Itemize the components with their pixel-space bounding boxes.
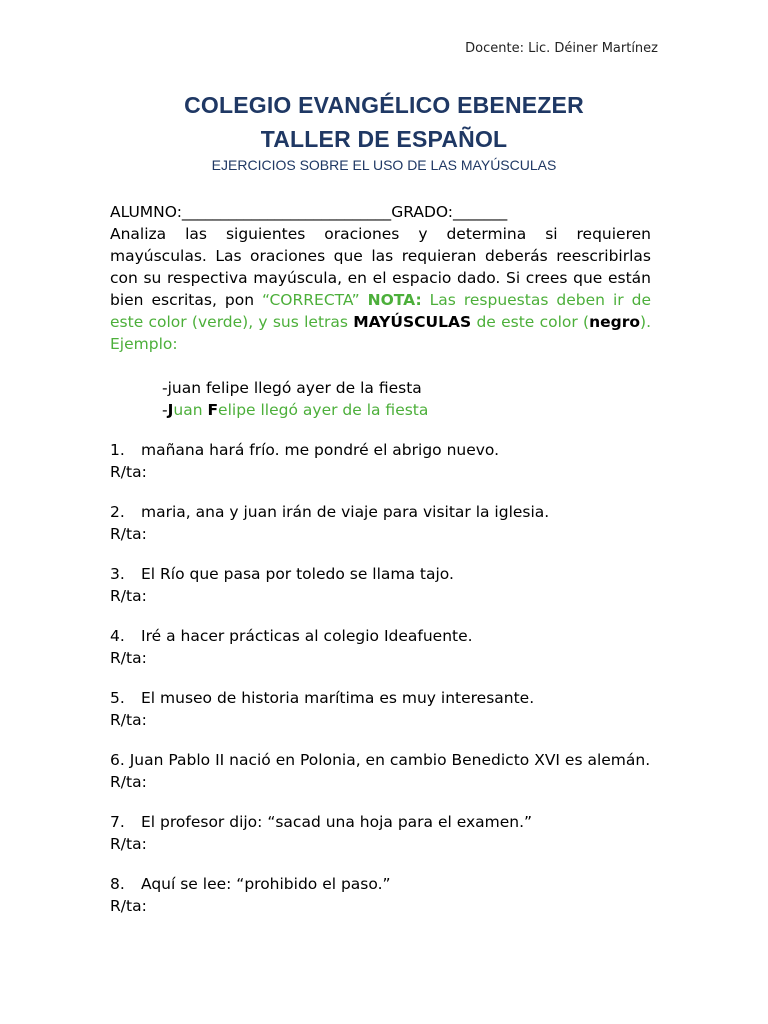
document-body [110, 201, 651, 917]
question-sentence: Juan Pablo II nació en Polonia, en cambio Benedicto XVI es alemán. [129, 751, 651, 769]
note-text: Las respuestas deben ir de este color (verde), y sus letras [110, 291, 651, 331]
note-text-3: ). Ejemplo: [110, 313, 651, 353]
question-6 [110, 749, 651, 793]
answer-label: R/ta: [110, 897, 147, 915]
question-text [110, 687, 651, 709]
grade-field: GRADO:_______ [391, 203, 508, 221]
instructions-text: Analiza las siguientes oraciones y determina si requieren mayúsculas. Las oraciones que las requieran deberás reescribirlas con su respectiva mayúscula, en el espacio dado. Si crees que están bien escritas, pon [110, 225, 651, 309]
question-8 [110, 873, 651, 917]
question-sentence: Aquí se lee: “prohibido el paso.” [141, 875, 391, 893]
question-1 [110, 439, 651, 483]
question-number: 8. [110, 875, 125, 893]
question-text [110, 501, 651, 523]
question-number: 1. [110, 441, 125, 459]
spacer [110, 355, 651, 377]
question-5 [110, 687, 651, 731]
note-label: NOTA: [367, 291, 422, 309]
question-sentence: Iré a hacer prácticas al colegio Ideafuente. [141, 627, 473, 645]
school-title: COLEGIO EVANGÉLICO EBENEZER [184, 92, 584, 118]
example-capital-j: J [167, 401, 174, 419]
uppercase-keyword: MAYÚSCULAS [353, 313, 472, 331]
black-keyword: negro [589, 313, 641, 331]
question-text [110, 563, 651, 585]
answer-label: R/ta: [110, 773, 147, 791]
question-4 [110, 625, 651, 669]
question-text [110, 625, 651, 647]
question-number: 4. [110, 627, 125, 645]
question-3 [110, 563, 651, 607]
student-field: ALUMNO:___________________________ [110, 203, 392, 221]
teacher-name: Docente: Lic. Déiner Martínez [465, 41, 658, 56]
example-rest: elipe llegó ayer de la fiesta [218, 401, 429, 419]
question-number: 6. [110, 751, 125, 769]
question-number: 5. [110, 689, 125, 707]
instructions-paragraph [110, 223, 651, 355]
question-text [110, 873, 651, 895]
example-capital-f: F [207, 401, 219, 419]
exercise-subtitle: EJERCICIOS SOBRE EL USO DE LAS MAYÚSCULAS [211, 157, 557, 173]
answer-label: R/ta: [110, 587, 147, 605]
question-number: 3. [110, 565, 125, 583]
workshop-title: TALLER DE ESPAÑOL [260, 126, 508, 152]
question-sentence: El museo de historia marítima es muy interesante. [141, 689, 535, 707]
question-text [110, 439, 651, 461]
question-sentence: El Río que pasa por toledo se llama tajo. [141, 565, 454, 583]
example-correct [110, 399, 651, 421]
example-dash: - [162, 401, 168, 419]
question-number: 2. [110, 503, 125, 521]
answer-label: R/ta: [110, 525, 147, 543]
answer-label: R/ta: [110, 463, 147, 481]
question-text [110, 811, 651, 833]
question-7 [110, 811, 651, 855]
question-sentence: El profesor dijo: “sacad una hoja para el examen.” [141, 813, 533, 831]
example-wrong: -juan felipe llegó ayer de la fiesta [162, 379, 422, 397]
question-sentence: mañana hará frío. me pondré el abrigo nuevo. [141, 441, 500, 459]
answer-label: R/ta: [110, 835, 147, 853]
question-text [110, 749, 651, 771]
answer-label: R/ta: [110, 711, 147, 729]
correct-keyword: “CORRECTA” [262, 291, 360, 309]
question-number: 7. [110, 813, 125, 831]
answer-label: R/ta: [110, 649, 147, 667]
note-text-2: de este color ( [471, 313, 590, 331]
example-uan: uan [173, 401, 208, 419]
question-sentence: maria, ana y juan irán de viaje para visitar la iglesia. [141, 503, 550, 521]
question-2 [110, 501, 651, 545]
student-form-line [110, 201, 651, 223]
